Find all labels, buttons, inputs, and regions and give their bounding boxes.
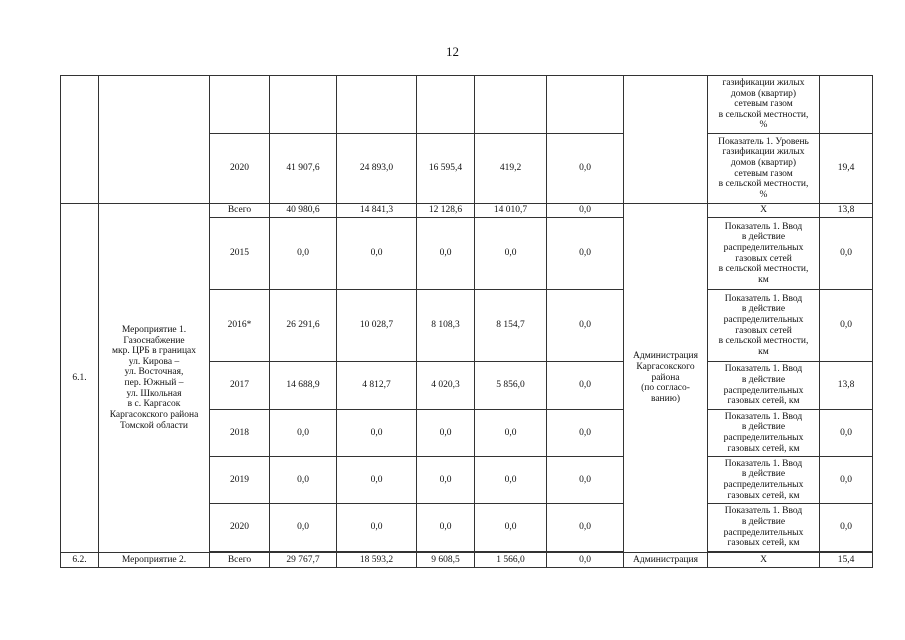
- year-cell: [210, 76, 270, 134]
- year-cell: 2016*: [210, 290, 270, 362]
- local-cell: 0,0: [475, 504, 547, 552]
- federal-cell: 14 841,3: [337, 204, 417, 218]
- total-cell: 29 767,7: [270, 553, 337, 568]
- other-cell: 0,0: [547, 290, 624, 362]
- activity-name-cell: [99, 76, 210, 204]
- other-cell: 0,0: [547, 553, 624, 568]
- row-number-cell: 6.2.: [61, 553, 99, 568]
- local-cell: 0,0: [475, 410, 547, 457]
- indicator-value-cell: 0,0: [820, 504, 873, 552]
- indicator-value-cell: [820, 76, 873, 134]
- regional-cell: 8 108,3: [417, 290, 475, 362]
- executor-cell: Администрация Каргасокского района (по согласо- ванию): [624, 204, 708, 553]
- total-cell: 0,0: [270, 218, 337, 290]
- indicator-cell: Показатель 1. Ввод в действие распределительных газовых сетей, км: [708, 362, 820, 410]
- year-cell: 2019: [210, 457, 270, 504]
- indicator-value-cell: 0,0: [820, 410, 873, 457]
- local-cell: 419,2: [475, 134, 547, 204]
- regional-cell: 4 020,3: [417, 362, 475, 410]
- local-cell: 14 010,7: [475, 204, 547, 218]
- regional-cell: [417, 76, 475, 134]
- activity-name-cell: Мероприятие 1. Газоснабжение мкр. ЦРБ в границах ул. Кирова – ул. Восточная, пер. Южный – ул. Школьная в с. Каргасок Каргасокского района Томской области: [99, 204, 210, 553]
- federal-cell: 24 893,0: [337, 134, 417, 204]
- federal-cell: [337, 76, 417, 134]
- local-cell: 0,0: [475, 457, 547, 504]
- local-cell: 1 566,0: [475, 553, 547, 568]
- local-cell: 8 154,7: [475, 290, 547, 362]
- federal-cell: 0,0: [337, 410, 417, 457]
- local-cell: 0,0: [475, 218, 547, 290]
- local-cell: [475, 76, 547, 134]
- total-cell: 41 907,6: [270, 134, 337, 204]
- year-cell: 2017: [210, 362, 270, 410]
- indicator-value-cell: 15,4: [820, 553, 873, 568]
- table-row: [61, 76, 873, 134]
- indicator-value-cell: 13,8: [820, 362, 873, 410]
- total-cell: 0,0: [270, 457, 337, 504]
- local-cell: 5 856,0: [475, 362, 547, 410]
- regional-cell: 0,0: [417, 504, 475, 552]
- year-cell: Всего: [210, 553, 270, 568]
- row-number-cell: [61, 76, 99, 204]
- regional-cell: 0,0: [417, 457, 475, 504]
- other-cell: [547, 76, 624, 134]
- other-cell: 0,0: [547, 504, 624, 552]
- executor-cell: Администрация: [624, 553, 708, 568]
- indicator-cell: Х: [708, 204, 820, 218]
- other-cell: 0,0: [547, 362, 624, 410]
- federal-cell: 4 812,7: [337, 362, 417, 410]
- other-cell: 0,0: [547, 410, 624, 457]
- federal-cell: 0,0: [337, 504, 417, 552]
- indicator-cell: Показатель 1. Ввод в действие распределительных газовых сетей в сельской местности, км: [708, 218, 820, 290]
- indicator-cell: Показатель 1. Ввод в действие распределительных газовых сетей, км: [708, 410, 820, 457]
- indicator-cell: газификации жилых домов (квартир) сетевым газом в сельской местности, %: [708, 76, 820, 134]
- regional-cell: 12 128,6: [417, 204, 475, 218]
- total-cell: 14 688,9: [270, 362, 337, 410]
- other-cell: 0,0: [547, 134, 624, 204]
- indicator-value-cell: 0,0: [820, 290, 873, 362]
- year-cell: 2015: [210, 218, 270, 290]
- indicator-value-cell: 0,0: [820, 457, 873, 504]
- table-row: [61, 204, 873, 218]
- other-cell: 0,0: [547, 218, 624, 290]
- other-cell: 0,0: [547, 457, 624, 504]
- federal-cell: 0,0: [337, 457, 417, 504]
- indicator-value-cell: 19,4: [820, 134, 873, 204]
- indicator-cell: Показатель 1. Уровень газификации жилых домов (квартир) сетевым газом в сельской местности, %: [708, 134, 820, 204]
- regional-cell: 9 608,5: [417, 553, 475, 568]
- federal-cell: 18 593,2: [337, 553, 417, 568]
- year-cell: 2020: [210, 504, 270, 552]
- indicator-cell: Показатель 1. Ввод в действие распределительных газовых сетей, км: [708, 504, 820, 552]
- executor-cell: [624, 76, 708, 204]
- year-cell: Всего: [210, 204, 270, 218]
- regional-cell: 0,0: [417, 410, 475, 457]
- total-cell: [270, 76, 337, 134]
- activity-name-cell: Мероприятие 2.: [99, 553, 210, 568]
- other-cell: 0,0: [547, 204, 624, 218]
- year-cell: 2020: [210, 134, 270, 204]
- total-cell: 40 980,6: [270, 204, 337, 218]
- page-number: 12: [446, 44, 459, 59]
- regional-cell: 16 595,4: [417, 134, 475, 204]
- regional-cell: 0,0: [417, 218, 475, 290]
- year-cell: 2018: [210, 410, 270, 457]
- total-cell: 0,0: [270, 410, 337, 457]
- table-row: [61, 553, 873, 568]
- indicator-cell: Показатель 1. Ввод в действие распределительных газовых сетей в сельской местности, км: [708, 290, 820, 362]
- row-number-cell: 6.1.: [61, 204, 99, 553]
- indicator-cell: Х: [708, 553, 820, 568]
- total-cell: 26 291,6: [270, 290, 337, 362]
- indicator-cell: Показатель 1. Ввод в действие распределительных газовых сетей, км: [708, 457, 820, 504]
- program-table-body: [60, 75, 873, 568]
- federal-cell: 10 028,7: [337, 290, 417, 362]
- indicator-value-cell: 13,8: [820, 204, 873, 218]
- federal-cell: 0,0: [337, 218, 417, 290]
- total-cell: 0,0: [270, 504, 337, 552]
- indicator-value-cell: 0,0: [820, 218, 873, 290]
